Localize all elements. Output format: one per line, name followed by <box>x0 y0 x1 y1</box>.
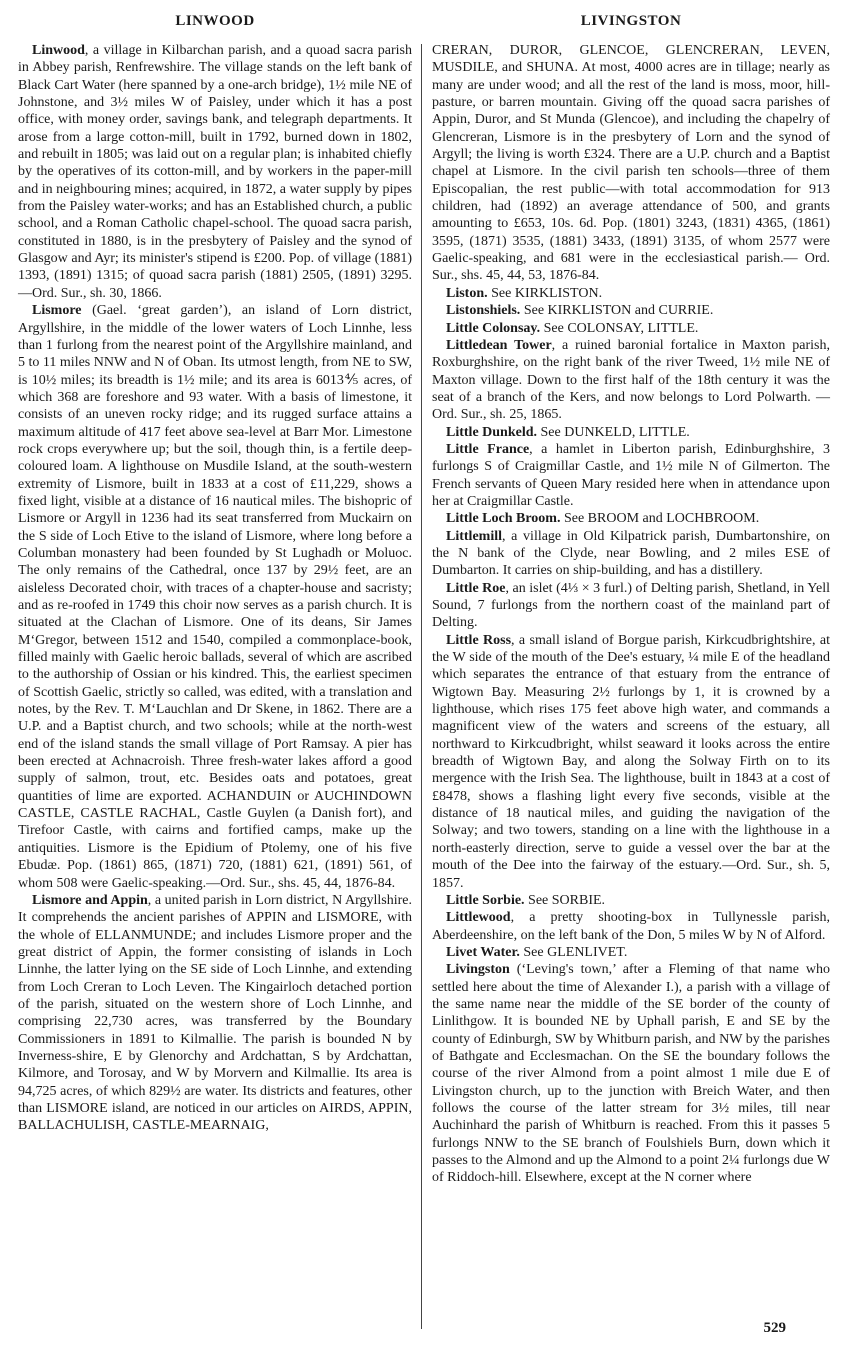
entry-headword: Listonshiels. <box>446 303 521 319</box>
gazetteer-entry <box>18 892 412 1135</box>
entry-body: , a ruined baronial fortalice in Maxton parish, Roxburghshire, on the right bank of the river Tweed, 1½ mile NE of Maxton village. Down to the first half of the 18th century it was the seat of a branch of the Kers, and now belongs to Lord Polwarth. —Ord. Sur., sh. 25, 1865. <box>432 337 831 423</box>
gazetteer-entry <box>432 892 830 909</box>
gazetteer-entry <box>432 285 830 302</box>
gazetteer-entry <box>432 961 830 1186</box>
entry-headword: Littledean Tower <box>446 337 552 353</box>
entry-headword: Livet Water. <box>446 944 520 960</box>
entry-headword: Liston. <box>446 285 488 301</box>
entry-body: , a united parish in Lorn district, N Argyllshire. It comprehends the ancient parishes of APPIN and LISMORE, with the whole of ELLANMUNDE; and includes Lismore proper and the great district of Appin, the former consisting of islands in Loch Linnhe, the latter lying on the SE side of Loch Linnhe, and extending from Loch Creran to Loch Leven. The Kingairloch detached portion of the parish, situated on the western shore of Loch Linnhe, and comprising 22,730 acres, was transferred by the Boundary Commissioners in 1891 to Kilmallie. The parish is bounded N by Inverness-shire, E by Glenorchy and Ardchattan, S by Ardchattan, Kilmore, and Torosay, and W by Morvern and Kilmallie. Its area is 94,725 acres, of which 829½ are water. Its districts and features, other than LISMORE island, are noticed in our articles on AIRDS, APPIN, BALLACHULISH, CASTLE-MEARNAIG, <box>18 892 413 1134</box>
gazetteer-entry <box>432 510 830 527</box>
gazetteer-entry <box>432 302 830 319</box>
entry-headword: Little France <box>446 441 530 457</box>
entry-body: , a village in Kilbarchan parish, and a quoad sacra parish in Abbey parish, Renfrewshire. The village stands on the left bank of Black Cart Water (here spanned by a one-arch bridge), 1½ mile NE of Johnstone, and 3½ miles W of Paisley, under which it has a post office, with money order, savings bank, and telegraph departments. It arose from a large cotton-mill, built in 1792, burned down in 1802, and rebuilt in 1805; was laid out on a regular plan; is inhabited chiefly by the operatives of its cotton-mill, and by workers in the paper-mill and in neighbouring mines; acquired, in 1872, a water supply by pipes from the Paisley water-works; and has an Established church, a public school, and a Roman Catholic chapel-school. The quoad sacra parish, constituted in 1880, is in the presbytery of Paisley and the synod of Glasgow and Ayr; its minister's stipend is £200. Pop. of village (1881) 1393, (1891) 1315; of quoad sacra parish (1881) 2505, (1891) 3295. —Ord. Sur., sh. 30, 1866. <box>18 43 412 301</box>
entry-body: , a small island of Borgue parish, Kirkcudbrightshire, at the W side of the mouth of the Dee's estuary, ¼ mile E of the headland which separates the entrance of that estuary from the entrance of Wigtown Bay. Measuring 2½ furlongs by 1, it is crowned by a lighthouse, which rises 175 feet above high water, and commands a magnificent view of the waters and screens of the estuary, all northward to Kirkcudbright, whilst seaward it looks across the entire breadth of Wigtown Bay, and along the Solway Firth on to its mergence with the Irish Sea. The lighthouse, built in 1843 at a cost of £8478, shows a flashing light every five seconds, visible at the distance of 18 nautical miles, and guiding the navigation of the Solway; and two towers, standing on a line with the lighthouse in a north-easterly direction, serve to guide a vessel over the bar at the mouth of the Dee into the fairway of the estuary.—Ord. Sur., sh. 5, 1857. <box>432 632 830 891</box>
gazetteer-entry <box>432 42 830 285</box>
entry-body: See KIRKLISTON. <box>487 285 603 301</box>
gazetteer-entry <box>432 632 830 892</box>
entry-headword: Little Colonsay. <box>446 320 541 336</box>
entry-body: , a pretty shooting-box in Tullynessle parish, Aberdeenshire, on the left bank of the Don, 5 miles W by N of Alford. <box>432 910 830 943</box>
gazetteer-entry <box>432 528 830 580</box>
gazetteer-entry <box>432 337 830 424</box>
entry-headword: Littlewood <box>446 910 511 926</box>
running-header-left: LINWOOD <box>175 13 255 29</box>
entry-headword: Little Sorbie. <box>446 892 525 908</box>
entry-headword: Linwood <box>32 43 85 58</box>
gazetteer-entry <box>432 580 830 632</box>
entry-body: , a hamlet in Liberton parish, Edinburghshire, 3 furlongs S of Craigmillar Castle, and 1½ mile N of Gilmerton. The French servants of Queen Mary resided here when in attendance upon her at Craigmillar Castle. <box>432 441 830 509</box>
entry-body: (Gael. ‘great garden’), an island of Lorn district, Argyllshire, in the middle of the lower waters of Loch Linnhe, less than 1 furlong from the nearest point of the Argyllshire mainland, and 5 to 11 miles NNW and N of Oban. Its utmost length, from NE to SW, is 10½ miles; its breadth is 1½ mile; and its area is 6013⅘ acres, of which 368 are foreshore and 93 water. With a basis of limestone, it consists of an uneven rocky ridge; and its rugged surface attains a maximum altitude of 417 feet above sea-level at Barr Mor. Limestone rock crops everywhere up; but the soil, though thin, is a fertile deep-coloured loam. A lighthouse on Musdile Island, at the south-western extremity of Lismore, built in 1833 at a cost of £11,229, shows a fixed light, visible at a distance of 16 nautical miles. The bishopric of Lismore or Argyll in 1236 had its seat transferred from Muckairn on the S side of Loch Etive to the island of Lismore, where long before a Columban monastery had been founded by St Lughadh or Moluoc. The only remains of the Cathedral, once 137 by 29½ feet, are an aisleless Decorated choir, with traces of a chapter-house and sacristy; and as re-roofed in 1749 this choir now serves as a parish church. It is situated at the Clachan of Lismore. One of its deans, Sir James M‘Gregor, between 1512 and 1540, compiled a commonplace-book, filled mainly with Gaelic heroic ballads, several of which are ascribed to the authorship of Ossian or his kindred. This, the earliest specimen of Scottish Gaelic, strictly so called, was edited, with a translation and notes, by the Rev. T. M‘Lauchlan and Dr Skene, in 1862. There are a U.P. and a Baptist church, and two schools; while at the north-west end of the island stands the small village of Port Ramsay. A pier has been erected at Achnacroish. Three fresh-water lakes afford a good supply of salmon, trout, etc. Besides oats and potatoes, great quantities of lime are exported. ACHANDUIN or AUCHINDOWN CASTLE, CASTLE RACHAL, Castle Guylen (a Danish fort), and Tirefoor Castle, with cairns and fortified camps, make up the antiquities. Lismore is the Epidium of Ptolemy, one of his five Ebudæ. Pop. (1861) 865, (1871) 720, (1881) 621, (1891) 561, of whom 508 were Gaelic-speaking.—Ord. Sur., shs. 45, 44, 1876-84. <box>18 303 412 891</box>
entry-headword: Lismore and Appin <box>32 892 148 908</box>
left-column <box>18 42 412 1135</box>
entry-headword: Littlemill <box>446 528 502 544</box>
gazetteer-entry <box>432 441 830 510</box>
entry-body: CRERAN, DUROR, GLENCOE, GLENCRERAN, LEVEN, MUSDILE, and SHUNA. At most, 4000 acres are in tillage; nearly as many are under wood; and all the rest of the land is moss, moor, hill-pasture, or barren mountain. Giving off the quoad sacra parishes of Appin, Duror, and St Munda (Glencoe), and including the chapelry of Glencreran, Lismore is in the presbytery of Lorn and the synod of Argyll; the living is worth £324. There are a U.P. church and a Baptist chapel at Lismore. In the civil parish ten schools—three of them Episcopalian, the rest public—with total accommodation for 913 children, had (1892) an average attendance of 500, and grants amounting to £653, 10s. 6d. Pop. (1801) 3243, (1831) 4365, (1861) 3595, (1871) 3535, (1881) 3433, (1891) 3135, of whom 2577 were Gaelic-speaking, and 681 were in the ecclesiastical parish.— Ord. Sur., shs. 45, 44, 53, 1876-84. <box>432 43 830 284</box>
page-number: 529 <box>763 1320 786 1336</box>
entry-headword: Livingston <box>446 962 510 978</box>
entry-headword: Little Dunkeld. <box>446 424 538 440</box>
gazetteer-entry <box>432 909 830 944</box>
entry-body: See GLENLIVET. <box>519 944 628 960</box>
gazetteer-entry <box>432 944 830 961</box>
running-header-right: LIVINGSTON <box>580 13 682 29</box>
column-divider <box>421 44 422 1329</box>
gazetteer-entry <box>432 320 830 337</box>
entry-body: See COLONSAY, LITTLE. <box>540 320 699 336</box>
entry-headword: Lismore <box>32 303 82 319</box>
entry-headword: Little Loch Broom. <box>446 511 561 527</box>
entry-body: See KIRKLISTON and CURRIE. <box>520 303 714 319</box>
entry-body: See DUNKELD, LITTLE. <box>537 424 690 440</box>
gazetteer-entry <box>18 302 412 892</box>
entry-headword: Little Roe <box>446 580 506 596</box>
entry-body: See SORBIE. <box>524 892 606 908</box>
entry-headword: Little Ross <box>446 632 512 648</box>
entry-body: (‘Leving's town,’ after a Fleming of that name who settled here about the time of Alexander I.), a parish with a village of the same name near the middle of the SE border of the county of Linlithgow. It is bounded NE by Uphall parish, E and SE by the county of Edinburgh, SW by Whitburn parish, and NW by the parishes of Bathgate and Ecclesmachan. On the SE the boundary follows the course of the river Almond from a point almost 1 mile due E of Livingston church, up to the junction with Breich Water, and then follows the course of the latter stream for 3½ miles, till near Auchinhard the parish of Whitburn is reached. From this it passes 5 furlongs NNW to the SE branch of Foulshiels Burn, down which it passes to the Almond and up the Almond to a point 2¼ furlongs due W of Riddoch-hill. Elsewhere, except at the N corner where <box>432 962 830 1186</box>
entry-body: See BROOM and LOCHBROOM. <box>560 511 760 527</box>
gazetteer-entry <box>432 424 830 441</box>
gazetteer-entry <box>18 42 412 302</box>
entry-body: , an islet (4⅓ × 3 furl.) of Delting parish, Shetland, in Yell Sound, 7 furlongs from the northern coast of the mainland part of Delting. <box>432 580 830 631</box>
entry-body: , a village in Old Kilpatrick parish, Dumbartonshire, on the N bank of the Clyde, near Bowling, and 2 miles ESE of Dumbarton. It carries on ship-building, and has a distillery. <box>432 528 830 579</box>
right-column <box>432 42 830 1187</box>
